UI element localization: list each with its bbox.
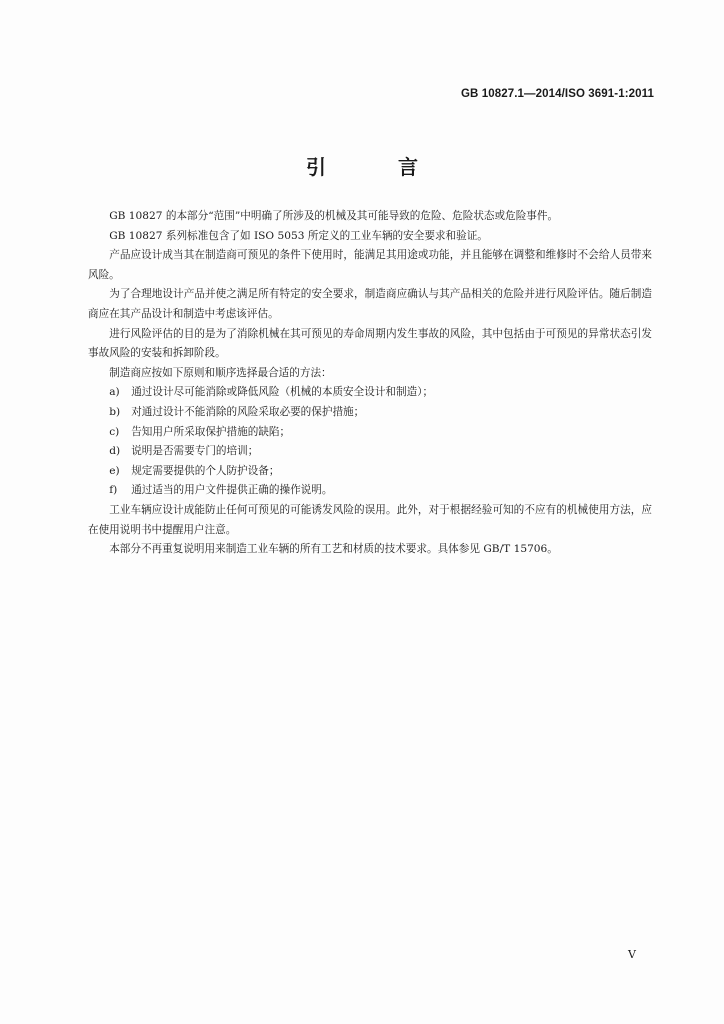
list-text: 规定需要提供的个人防护设备； — [131, 464, 280, 477]
page-title: 引 言 — [306, 155, 444, 179]
paragraph: 制造商应按如下原则和顺序选择最合适的方法： — [109, 366, 332, 379]
body-content — [88, 207, 652, 560]
standard-code: GB 10827.1—2014/ISO 3691-1:2011 — [461, 88, 654, 100]
list-item — [88, 481, 652, 501]
list-item — [88, 462, 652, 482]
list-marker: a) — [109, 386, 120, 399]
list-item — [88, 383, 652, 403]
list-text: 告知用户所采取保护措施的缺陷； — [131, 425, 291, 438]
list-marker: e) — [109, 464, 120, 477]
list-marker: b) — [109, 405, 121, 418]
list-item — [88, 423, 652, 443]
paragraph: 工业车辆应设计成能防止任何可预见的可能诱发风险的误用。此外，对于根据经验可知的不应有的机械使用方法，应在使用说明书中提醒用户注意。 — [88, 503, 652, 536]
page-number: V — [628, 948, 636, 961]
paragraph: GB 10827 系列标准包含了如 ISO 5053 所定义的工业车辆的安全要求和验证。 — [109, 229, 488, 242]
list-item — [88, 442, 652, 462]
paragraph: GB 10827 的本部分“范围”中明确了所涉及的机械及其可能导致的危险、危险状态或危险事件。 — [109, 210, 559, 222]
paragraph: 进行风险评估的目的是为了消除机械在其可预见的寿命周期内发生事故的风险，其中包括由于可预见的异常状态引发事故风险的安装和拆卸阶段。 — [88, 327, 652, 360]
list-text: 通过设计尽可能消除或降低风险（机械的本质安全设计和制造）； — [131, 386, 434, 399]
list-marker: d) — [109, 445, 121, 458]
paragraph: 本部分不再重复说明用来制造工业车辆的所有工艺和材质的技术要求。具体参见 GB/T 15706。 — [109, 543, 558, 556]
list-item — [88, 403, 652, 423]
list-text: 通过适当的用户文件提供正确的操作说明。 — [131, 484, 333, 497]
list-text: 说明是否需要专门的培训； — [131, 445, 259, 458]
list-marker: f) — [109, 484, 118, 497]
paragraph: 为了合理地设计产品并使之满足所有特定的安全要求，制造商应确认与其产品相关的危险并进行风险评估。随后制造商应在其产品设计和制造中考虑该评估。 — [88, 288, 652, 320]
list-marker: c) — [109, 425, 120, 438]
list-text: 对通过设计不能消除的风险采取必要的保护措施； — [131, 405, 365, 418]
paragraph: 产品应设计成当其在制造商可预见的条件下使用时，能满足其用途或功能，并且能够在调整和维修时不会给人员带来风险。 — [88, 249, 652, 281]
